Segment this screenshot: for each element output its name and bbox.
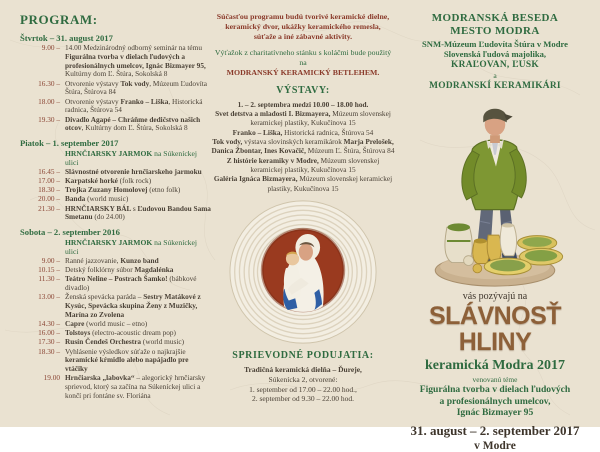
- exhibition-run: Svet detstva a mladosti I. Bizmayera,: [215, 109, 333, 119]
- exhibition-run: Múzeum Ľ. Štúra, Štúrova 84: [307, 146, 395, 156]
- program-item-run: Slávnostné otvorenie hrnčiarskeho jarmoku: [65, 166, 202, 176]
- subtitle-run: na Súkeníckej ulici: [65, 148, 197, 168]
- potter-figurine-illustration: [419, 94, 571, 290]
- program-item-run: , Kultúrny dom Ľ. Štúra, Sokolská 8: [81, 123, 188, 133]
- intro-paragraph: Súčasťou programu budú tvorivé keramické dielne, keramický dvor, ukážky keramického remesla, súťaže a iné zábavné aktivity.: [216, 12, 390, 41]
- subtitle-run: HRNČIARSKY JARMOK: [65, 237, 155, 247]
- program-item-run: , Historická radnica, Štúrova 54: [65, 96, 203, 115]
- program-item-time: 16.45 –: [38, 166, 60, 176]
- program-item-run: Ženská spevácka paráda –: [65, 292, 144, 302]
- program-item-time: 19.00: [43, 373, 60, 383]
- event-place: v Modre: [474, 439, 516, 452]
- exhibition-run: výstava slovinských keramikárok: [244, 137, 344, 147]
- program-item-time: 13.00 –: [38, 292, 60, 302]
- exhibition-run: Tok vody,: [212, 137, 245, 147]
- exhibition-line: [210, 156, 396, 175]
- theme-line: Ignác Bizmayer 95: [456, 407, 534, 419]
- program-item-run: Divadlo Agapé – Chráňme dedičstvo našich otcov: [65, 114, 201, 133]
- subtitle-run: na Súkeníckej ulici: [65, 237, 197, 257]
- program-item-run: Ranné jazzovanie,: [65, 255, 121, 265]
- program-item-run: Vyhlásenie výsledkov súťaže o najkrajšie: [65, 346, 186, 356]
- side-event-line: [210, 394, 396, 404]
- program-item-run: , Múzeum Ľudovíta Štúra, Štúrova 84: [65, 78, 208, 97]
- program-item-run: Ľudovou Bandou Sama Smetanu: [65, 203, 211, 222]
- exhibition-run: Z histórie keramiky v Modre,: [226, 155, 321, 165]
- organizer-line: KRAĽOVAN, ĽUSK: [451, 59, 539, 70]
- program-item: [20, 116, 212, 134]
- program-item-time: 18.00 –: [38, 96, 60, 106]
- program-item: [20, 44, 212, 79]
- side-events-heading: SPRIEVODNÉ PODUJATIA:: [232, 350, 374, 362]
- program-item-run: (electro-acoustic dream pop): [92, 328, 176, 338]
- event-dates: 31. august – 2. september 2017: [410, 422, 580, 438]
- side-event-run: 2. september od 9.30 – 22.00 hod.: [251, 394, 355, 404]
- program-item-run: keramické kŕmidlo alebo napájadlo pre vtáčiky: [65, 355, 189, 374]
- exhibition-lines: [210, 100, 396, 193]
- exhibition-run: 1. – 2. septembra medzi 10.00 – 18.00 hod.: [237, 99, 369, 109]
- exhibition-run: Marja Prelošek, Danica Žbontar, Ines Kovačič,: [211, 137, 394, 156]
- program-item-time: 17.30 –: [38, 337, 60, 347]
- side-event-lines: [210, 365, 396, 404]
- exhibition-line: [210, 174, 396, 193]
- program-item-run: Magdalénka: [134, 264, 174, 274]
- program-item-run: Teátro Neline – Postrach Šamko!: [65, 274, 170, 284]
- program-item-text: [65, 98, 212, 116]
- program-item-run: (world music – etno): [86, 318, 148, 328]
- organizer-lines: [398, 12, 592, 92]
- program-item: [20, 293, 212, 319]
- charity-highlight: MODRANSKÝ KERAMICKÝ BETLEHEM.: [226, 67, 380, 77]
- program-day-header: Sobota – 2. september 2016: [20, 227, 120, 238]
- side-event-line: [210, 365, 396, 375]
- organizer-line: a: [493, 71, 497, 81]
- side-event-run: Tradičná keramická dielňa – Ďureje,: [244, 365, 362, 375]
- program-item-run: (etno folk): [149, 185, 181, 195]
- program-item-run: 14.00 Medzinárodný odborný seminár na tému: [65, 43, 202, 53]
- exhibition-run: Franko – Liška,: [232, 127, 285, 137]
- program-item-run: Hrnčiarska „labovka“: [65, 373, 137, 383]
- program-item-time: 21.30 –: [38, 203, 60, 213]
- program-item-time: 19.30 –: [38, 114, 60, 124]
- exhibition-line: [210, 100, 396, 109]
- program-item-run: s: [132, 203, 138, 213]
- exhibition-line: [210, 128, 396, 137]
- program-item-time: 16.00 –: [38, 328, 60, 338]
- program-item-time: 9.00 –: [41, 43, 60, 53]
- program-item-run: Detský folklórny súbor: [65, 264, 135, 274]
- program-item: [20, 80, 212, 98]
- ceramic-plate-image: [227, 198, 379, 346]
- program-item-text: [65, 116, 212, 134]
- organizer-line: SNM-Múzeum Ľudovíta Štúra v Modre: [422, 38, 568, 49]
- program-item-time: 10.15 –: [38, 264, 60, 274]
- charity-text: Výťažok z charitatívneho stánku s koláčmi bude použitý na: [214, 47, 392, 67]
- theme-lines: [398, 384, 592, 419]
- program-item-run: Franko – Liška: [120, 96, 169, 106]
- program-item-text: [65, 80, 212, 98]
- program-item-time: 11.30 –: [38, 274, 60, 284]
- subtitle-run: HRNČIARSKY JARMOK: [65, 148, 155, 158]
- program-day-header: Štvrtok – 31. august 2017: [20, 33, 113, 43]
- program-item-run: Trojka Zuzany Homolovej: [65, 185, 150, 195]
- event-subtitle: keramická Modra 2017: [425, 358, 565, 374]
- program-item-time: 14.30 –: [38, 318, 60, 328]
- panel-middle: [210, 12, 396, 404]
- program-day-subtitle: [65, 238, 212, 256]
- exhibition-line: [210, 109, 396, 128]
- program-item-run: Figurálna tvorba v dielach ľudových a profesionálnych umelcov, Ignác Bizmayer 95,: [65, 51, 206, 70]
- exhibition-run: Múzeum slovenskej keramickej plastiky, Kukučínova 15: [250, 109, 391, 128]
- panel-program: [20, 12, 212, 401]
- program-item: [20, 275, 212, 293]
- program-item: [20, 98, 212, 116]
- program-sections: [20, 33, 212, 401]
- program-item-text: [65, 348, 212, 374]
- side-event-line: [210, 385, 396, 395]
- program-item-run: Banda: [65, 194, 88, 204]
- program-item-run: Kultúrny dom Ľ. Štúra, Sokolská 8: [65, 69, 168, 79]
- madonna-plate-illustration: [227, 198, 379, 346]
- program-item-time: 17.00 –: [38, 175, 60, 185]
- program-item-time: 18.30 –: [38, 185, 60, 195]
- program-item-run: (do 24.00): [94, 212, 125, 222]
- program-day-subtitle: [65, 149, 212, 167]
- program-item-run: Otvorenie výstavy: [65, 96, 121, 106]
- exhibition-run: Historická radnica, Štúrova 54: [284, 127, 374, 137]
- program-item-time: 16.30 –: [38, 78, 60, 88]
- program-item-run: Kunzo band: [120, 255, 159, 265]
- dedication-label: venovanú téme: [472, 375, 518, 385]
- program-item-time: 9.00 –: [41, 255, 60, 265]
- theme-line: Figurálna tvorba v dielach ľudových: [419, 384, 571, 396]
- program-item-run: (world music): [142, 337, 185, 347]
- program-item-run: HRNČIARSKY BÁL: [65, 203, 133, 213]
- program-item-run: – alegorický hrnčiarsky sprievod, ktorý sa začína na Súkeníckej ulici a končí pri fontáne sv. Floriána: [65, 373, 206, 400]
- program-title: PROGRAM:: [20, 12, 98, 27]
- program-day-header: Piatok – 1. september 2017: [20, 138, 119, 149]
- side-event-run: Súkenícka 2, otvorené:: [268, 374, 338, 384]
- program-item-text: [65, 374, 212, 400]
- organizer-line: MODRANSKÍ KERAMIKÁRI: [429, 80, 561, 91]
- program-item-text: [65, 275, 212, 293]
- program-item: [20, 348, 212, 374]
- program-item-run: Sestry Matákové z Kysúc, Spevácka skupina Ženy z Muzičky, Marína zo Zvolena: [65, 292, 201, 319]
- program-item-run: Karpatské horké: [65, 175, 120, 185]
- theme-line: a profesionálnych umelcov,: [439, 395, 551, 407]
- panel-invitation: [398, 12, 592, 452]
- program-item-run: (folk rock): [119, 175, 152, 185]
- organizer-line: MODRANSKÁ BESEDA: [431, 12, 559, 24]
- program-item-time: 18.30 –: [38, 346, 60, 356]
- program-item-run: Tok vody: [120, 78, 150, 88]
- program-item: [20, 205, 212, 223]
- side-event-run: 1. september od 17.00 – 22.00 hod.,: [249, 384, 357, 394]
- exhibition-run: Galéria Ignáca Bizmayera,: [213, 174, 300, 184]
- program-item-run: Otvorenie výstavy: [65, 78, 121, 88]
- exhibition-run: Múzeum slovenskej keramickej plastiky, Kukučínova 15: [250, 155, 380, 175]
- exhibition-line: [210, 137, 396, 156]
- program-item-text: [65, 44, 212, 79]
- exhibition-run: Múzeum slovenskej keramickej plastiky, Kukučínova 15: [267, 174, 393, 193]
- program-item-run: Rusín Čendeš Orchestra: [65, 337, 143, 347]
- program-item-text: [65, 293, 212, 319]
- potter-figurine-image: [419, 94, 571, 290]
- program-item-run: Capre: [65, 318, 87, 328]
- program-item: [20, 374, 212, 400]
- side-event-line: [210, 375, 396, 385]
- event-title: SLÁVNOSŤ HLINY: [428, 301, 562, 357]
- organizer-line: Slovenská ľudová majolika,: [443, 49, 547, 60]
- exhibitions-heading: VÝSTAVY:: [276, 84, 330, 96]
- program-item-run: (world music): [87, 194, 129, 204]
- program-item-time: 20.00 –: [38, 194, 60, 204]
- invitation-lead: vás pozývajú na: [462, 290, 528, 302]
- program-item-run: Tolstoys: [65, 328, 93, 338]
- program-item-text: [65, 205, 212, 223]
- organizer-line: MESTO MODRA: [450, 25, 540, 38]
- program-item-run: (bábkové divadlo): [65, 274, 197, 292]
